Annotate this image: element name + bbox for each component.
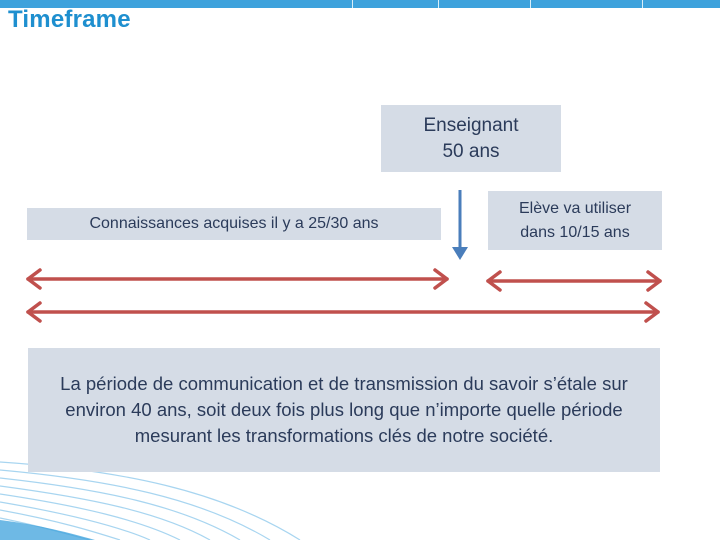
knowledge-label: Connaissances acquises il y a 25/30 ans — [89, 215, 379, 232]
teacher-label: Enseignant 50 ans — [423, 114, 519, 162]
statement-text: La période de communication et de transmission du savoir s’étale sur environ 40 ans, soit deux fois plus long que n’importe quelle période mesurant les transformations clés de notre société. — [60, 373, 628, 446]
slide-title: Timeframe — [8, 6, 131, 33]
double-headed-arrow-icon — [488, 272, 660, 290]
double-headed-arrow-icon — [28, 270, 447, 288]
student-label: Elève va utiliser dans 10/15 ans — [518, 199, 632, 241]
statement-box — [28, 348, 660, 472]
double-headed-arrow-icon — [28, 303, 658, 321]
arrow-down-icon — [452, 190, 468, 260]
